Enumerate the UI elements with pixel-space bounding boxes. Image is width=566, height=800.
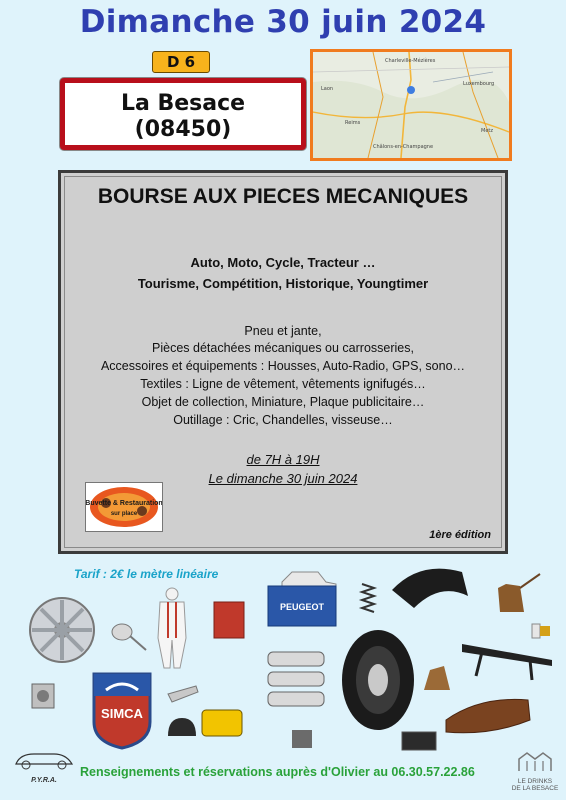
buvette-logo: [85, 482, 163, 532]
simca-text: SIMCA: [101, 706, 143, 721]
grille-icon: [268, 652, 324, 706]
peugeot-box-icon: [268, 586, 336, 626]
tire-icon: [342, 630, 414, 730]
item-line: Objet de collection, Miniature, Plaque publicitaire…: [141, 395, 425, 409]
racing-suit-icon: [158, 588, 186, 668]
contact-info: Renseignements et réservations auprès d'Olivier au 06.30.57.22.86: [80, 765, 475, 779]
tarif-text: Tarif : 2€ le mètre linéaire: [74, 567, 219, 581]
fender-icon: [392, 569, 468, 608]
spark-plug-icon: [532, 624, 550, 638]
buvette-text: Buvette & Restauration: [86, 500, 162, 507]
pyra-logo: [10, 742, 78, 794]
map-label: Metz: [481, 128, 493, 134]
spring-icon: [362, 584, 374, 612]
drinks-text-2: DE LA BESACE: [511, 785, 559, 792]
spoiler-icon: [462, 644, 552, 666]
event-hours: de 7H à 19H: [246, 452, 320, 467]
map-label: Châlons-en-Champagne: [373, 144, 434, 150]
town-name: La Besace: [120, 91, 246, 116]
pyra-logo-text: P.Y.R.A.: [31, 777, 57, 784]
map-label: Charleville-Mézières: [385, 58, 436, 64]
event-day: Le dimanche 30 juin 2024: [208, 471, 358, 486]
drinks-logo: [511, 751, 559, 792]
parts-collage: [0, 560, 566, 760]
motorcycle-seat-icon: [446, 699, 530, 732]
vehicle-categories: Auto, Moto, Cycle, Tracteur …: [190, 255, 376, 270]
drinks-text-1: LE DRINKS: [517, 778, 553, 785]
map-label: Laon: [321, 86, 334, 92]
door-handle-icon: [168, 686, 198, 702]
helmet-icon: [168, 718, 196, 736]
location-pin-icon: [407, 86, 415, 94]
battery-icon: [402, 732, 436, 750]
wheel-rim-icon: [30, 598, 94, 662]
item-line: Textiles : Ligne de vêtement, vêtements ignifugés…: [140, 377, 426, 391]
peugeot-text: PEUGEOT: [279, 602, 325, 612]
jerry-can-icon: [214, 602, 244, 638]
item-line: Accessoires et équipements : Housses, Auto-Radio, GPS, sono…: [100, 359, 466, 373]
map-label: Luxembourg: [463, 81, 495, 87]
event-heading: BOURSE AUX PIECES MECANIQUES: [97, 185, 469, 208]
town-sign: [60, 78, 306, 150]
event-info-box: [58, 170, 508, 554]
engine-part-icon: [292, 730, 312, 748]
item-line: Pièces détachées mécaniques ou carrosseries,: [152, 341, 414, 355]
road-sign: D 6: [152, 51, 210, 73]
edition-label: 1ère édition: [429, 529, 491, 541]
oil-can-icon: [498, 574, 540, 612]
event-date-title: Dimanche 30 juin 2024: [79, 4, 487, 40]
map-label: Reims: [345, 120, 361, 126]
location-map: [310, 49, 512, 161]
vehicle-types: Tourisme, Compétition, Historique, Youngtimer: [137, 276, 429, 291]
buvette-subtext: sur place: [110, 511, 138, 517]
house-icon: [517, 751, 553, 773]
simca-logo: [94, 674, 150, 748]
carburetor-icon: [32, 684, 54, 708]
map-graphic: [313, 52, 509, 158]
mirror-icon: [112, 624, 146, 650]
item-line: Outillage : Cric, Chandelles, visseuse…: [173, 413, 393, 427]
town-postcode: (08450): [134, 117, 232, 142]
car-jack-icon: [424, 666, 450, 690]
item-line: Pneu et jante,: [244, 324, 322, 338]
fog-light-icon: [202, 710, 242, 736]
